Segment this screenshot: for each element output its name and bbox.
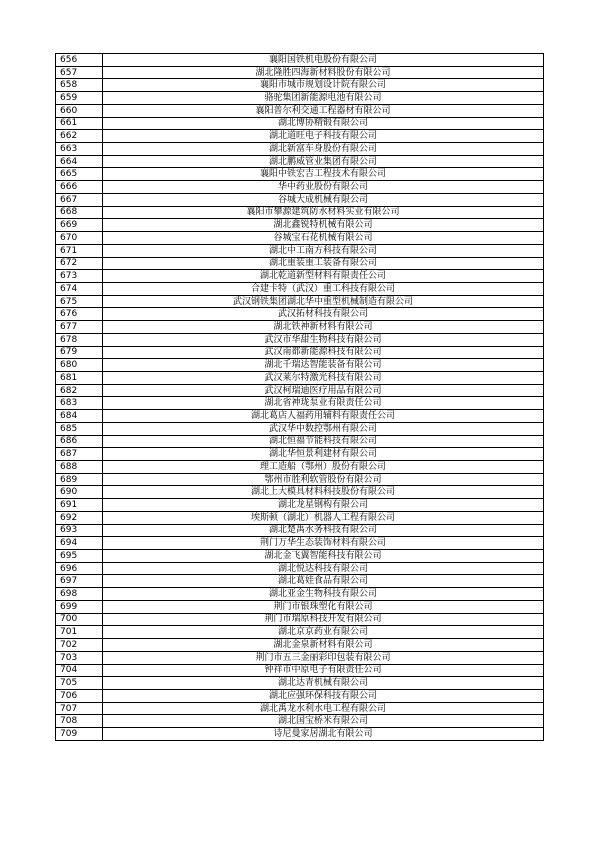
company-name: 湖北禹龙水利水电工程有限公司 bbox=[103, 702, 544, 715]
company-name: 湖北道旺电子科技有限公司 bbox=[103, 130, 544, 143]
company-name: 武汉市华甜生物科技有限公司 bbox=[103, 333, 544, 346]
table-row bbox=[56, 524, 544, 537]
company-name: 湖北重装重工装备有限公司 bbox=[103, 257, 544, 270]
row-number: 675 bbox=[56, 295, 103, 308]
company-name: 诗尼曼家居湖北有限公司 bbox=[103, 728, 544, 741]
company-list-body bbox=[56, 54, 544, 741]
row-number: 695 bbox=[56, 550, 103, 563]
company-name: 武汉南都新能源科技有限公司 bbox=[103, 346, 544, 359]
row-number: 693 bbox=[56, 524, 103, 537]
row-number: 688 bbox=[56, 461, 103, 474]
table-row bbox=[56, 130, 544, 143]
company-name: 湖北新富车身股份有限公司 bbox=[103, 143, 544, 156]
row-number: 661 bbox=[56, 117, 103, 130]
row-number: 658 bbox=[56, 79, 103, 92]
table-row bbox=[56, 168, 544, 181]
company-name: 湖北恒福节能科技有限公司 bbox=[103, 435, 544, 448]
company-name: 合建卡特（武汉）重工科技有限公司 bbox=[103, 282, 544, 295]
company-name: 湖北鹏威管业集团有限公司 bbox=[103, 155, 544, 168]
row-number: 705 bbox=[56, 677, 103, 690]
row-number: 671 bbox=[56, 244, 103, 257]
row-number: 689 bbox=[56, 473, 103, 486]
company-name: 谷城宝石花机械有限公司 bbox=[103, 232, 544, 245]
row-number: 680 bbox=[56, 359, 103, 372]
row-number: 707 bbox=[56, 702, 103, 715]
table-row bbox=[56, 359, 544, 372]
row-number: 679 bbox=[56, 346, 103, 359]
row-number: 672 bbox=[56, 257, 103, 270]
table-row bbox=[56, 371, 544, 384]
table-row bbox=[56, 117, 544, 130]
company-name: 武汉柯瑞迪医疗用品有限公司 bbox=[103, 384, 544, 397]
company-name: 湖北上大模具材料科技股份有限公司 bbox=[103, 486, 544, 499]
table-row bbox=[56, 193, 544, 206]
company-name: 武汉莱尔特激光科技有限公司 bbox=[103, 371, 544, 384]
company-name: 湖北亚金生物科技有限公司 bbox=[103, 588, 544, 601]
row-number: 667 bbox=[56, 193, 103, 206]
company-name: 湖北应强环保科技有限公司 bbox=[103, 689, 544, 702]
table-row bbox=[56, 537, 544, 550]
company-name: 武汉拓材科技有限公司 bbox=[103, 308, 544, 321]
table-row bbox=[56, 448, 544, 461]
row-number: 687 bbox=[56, 448, 103, 461]
table-row bbox=[56, 155, 544, 168]
table-row bbox=[56, 232, 544, 245]
table-row bbox=[56, 181, 544, 194]
table-row bbox=[56, 295, 544, 308]
table-row bbox=[56, 270, 544, 283]
table-row bbox=[56, 486, 544, 499]
table-row bbox=[56, 613, 544, 626]
table-row bbox=[56, 562, 544, 575]
company-name: 襄阳中铁宏吉工程技术有限公司 bbox=[103, 168, 544, 181]
table-row bbox=[56, 79, 544, 92]
table-row bbox=[56, 104, 544, 117]
row-number: 694 bbox=[56, 537, 103, 550]
row-number: 692 bbox=[56, 511, 103, 524]
table-row bbox=[56, 588, 544, 601]
row-number: 704 bbox=[56, 664, 103, 677]
table-row bbox=[56, 66, 544, 79]
company-name: 襄阳市攀源建筑防水材料实业有限公司 bbox=[103, 206, 544, 219]
row-number: 702 bbox=[56, 639, 103, 652]
row-number: 670 bbox=[56, 232, 103, 245]
company-name: 武汉华中数控鄂州有限公司 bbox=[103, 422, 544, 435]
table-row bbox=[56, 219, 544, 232]
row-number: 708 bbox=[56, 715, 103, 728]
table-row bbox=[56, 511, 544, 524]
company-list-table bbox=[55, 53, 544, 741]
company-name: 骆驼集团新能源电池有限公司 bbox=[103, 92, 544, 105]
table-row bbox=[56, 282, 544, 295]
table-row bbox=[56, 575, 544, 588]
table-row bbox=[56, 410, 544, 423]
row-number: 696 bbox=[56, 562, 103, 575]
row-number: 682 bbox=[56, 384, 103, 397]
company-name: 湖北楚禹水务科技有限公司 bbox=[103, 524, 544, 537]
table-row bbox=[56, 333, 544, 346]
table-row bbox=[56, 550, 544, 563]
row-number: 673 bbox=[56, 270, 103, 283]
row-number: 699 bbox=[56, 600, 103, 613]
table-row bbox=[56, 321, 544, 334]
company-name: 湖北铁神新材料有限公司 bbox=[103, 321, 544, 334]
company-name: 湖北葛娃食品有限公司 bbox=[103, 575, 544, 588]
row-number: 674 bbox=[56, 282, 103, 295]
table-row bbox=[56, 677, 544, 690]
row-number: 665 bbox=[56, 168, 103, 181]
table-row bbox=[56, 257, 544, 270]
table-row bbox=[56, 346, 544, 359]
row-number: 678 bbox=[56, 333, 103, 346]
company-name: 湖北龙星钢构有限公司 bbox=[103, 499, 544, 512]
company-name: 荆门市银珠塑化有限公司 bbox=[103, 600, 544, 613]
company-name: 湖北金飞翼智能科技有限公司 bbox=[103, 550, 544, 563]
table-row bbox=[56, 473, 544, 486]
row-number: 677 bbox=[56, 321, 103, 334]
table-row bbox=[56, 54, 544, 67]
table-row bbox=[56, 143, 544, 156]
table-row bbox=[56, 689, 544, 702]
company-name: 湖北隆胜四海新材料股份有限公司 bbox=[103, 66, 544, 79]
company-name: 荆门万华生态装饰材料有限公司 bbox=[103, 537, 544, 550]
table-row bbox=[56, 206, 544, 219]
company-name: 襄阳普尔利交通工程器材有限公司 bbox=[103, 104, 544, 117]
row-number: 662 bbox=[56, 130, 103, 143]
company-name: 襄阳市城市规划设计院有限公司 bbox=[103, 79, 544, 92]
company-name: 湖北悦达科技有限公司 bbox=[103, 562, 544, 575]
table-row bbox=[56, 639, 544, 652]
row-number: 700 bbox=[56, 613, 103, 626]
company-name: 湖北华恒景利建材有限公司 bbox=[103, 448, 544, 461]
row-number: 657 bbox=[56, 66, 103, 79]
row-number: 681 bbox=[56, 371, 103, 384]
table-row bbox=[56, 499, 544, 512]
company-name: 荆门市瑞原科技开发有限公司 bbox=[103, 613, 544, 626]
company-name: 襄阳国铁机电股份有限公司 bbox=[103, 54, 544, 67]
table-row bbox=[56, 702, 544, 715]
company-name: 湖北乾道新型材料有限责任公司 bbox=[103, 270, 544, 283]
table-row bbox=[56, 244, 544, 257]
company-name: 湖北省神珑泵业有限责任公司 bbox=[103, 397, 544, 410]
row-number: 690 bbox=[56, 486, 103, 499]
company-name: 武汉钢铁集团湖北华中重型机械制造有限公司 bbox=[103, 295, 544, 308]
company-name: 湖北京京药业有限公司 bbox=[103, 626, 544, 639]
company-name: 湖北达青机械有限公司 bbox=[103, 677, 544, 690]
row-number: 676 bbox=[56, 308, 103, 321]
table-row bbox=[56, 664, 544, 677]
table-row bbox=[56, 422, 544, 435]
company-name: 埃斯顿（湖北）机器人工程有限公司 bbox=[103, 511, 544, 524]
row-number: 698 bbox=[56, 588, 103, 601]
table-row bbox=[56, 600, 544, 613]
company-name: 湖北博协精锻有限公司 bbox=[103, 117, 544, 130]
row-number: 701 bbox=[56, 626, 103, 639]
company-name: 湖北千瑞达智能装备有限公司 bbox=[103, 359, 544, 372]
table-row bbox=[56, 435, 544, 448]
row-number: 660 bbox=[56, 104, 103, 117]
company-name: 鄂州市胜利软管股份有限公司 bbox=[103, 473, 544, 486]
company-name: 理工造船（鄂州）股份有限公司 bbox=[103, 461, 544, 474]
row-number: 659 bbox=[56, 92, 103, 105]
row-number: 686 bbox=[56, 435, 103, 448]
table-row bbox=[56, 92, 544, 105]
row-number: 663 bbox=[56, 143, 103, 156]
row-number: 703 bbox=[56, 651, 103, 664]
table-row bbox=[56, 461, 544, 474]
row-number: 685 bbox=[56, 422, 103, 435]
company-name: 钟祥市中原电子有限责任公司 bbox=[103, 664, 544, 677]
company-name: 华中药业股份有限公司 bbox=[103, 181, 544, 194]
table-row bbox=[56, 715, 544, 728]
row-number: 709 bbox=[56, 728, 103, 741]
company-name: 湖北中工南方科技有限公司 bbox=[103, 244, 544, 257]
company-name: 湖北国宝桥米有限公司 bbox=[103, 715, 544, 728]
company-name: 湖北葛店人福药用辅料有限责任公司 bbox=[103, 410, 544, 423]
table-row bbox=[56, 651, 544, 664]
row-number: 683 bbox=[56, 397, 103, 410]
row-number: 656 bbox=[56, 54, 103, 67]
table-row bbox=[56, 397, 544, 410]
table-row bbox=[56, 728, 544, 741]
table-row bbox=[56, 626, 544, 639]
row-number: 666 bbox=[56, 181, 103, 194]
row-number: 669 bbox=[56, 219, 103, 232]
row-number: 684 bbox=[56, 410, 103, 423]
row-number: 664 bbox=[56, 155, 103, 168]
table-row bbox=[56, 308, 544, 321]
row-number: 691 bbox=[56, 499, 103, 512]
company-name: 湖北鑫锐特机械有限公司 bbox=[103, 219, 544, 232]
company-name: 荆门市五三金丽彩印包装有限公司 bbox=[103, 651, 544, 664]
row-number: 706 bbox=[56, 689, 103, 702]
company-name: 谷城大成机械有限公司 bbox=[103, 193, 544, 206]
row-number: 697 bbox=[56, 575, 103, 588]
table-row bbox=[56, 384, 544, 397]
company-name: 湖北金泉新材料有限公司 bbox=[103, 639, 544, 652]
company-list-table-wrapper bbox=[55, 53, 544, 741]
row-number: 668 bbox=[56, 206, 103, 219]
